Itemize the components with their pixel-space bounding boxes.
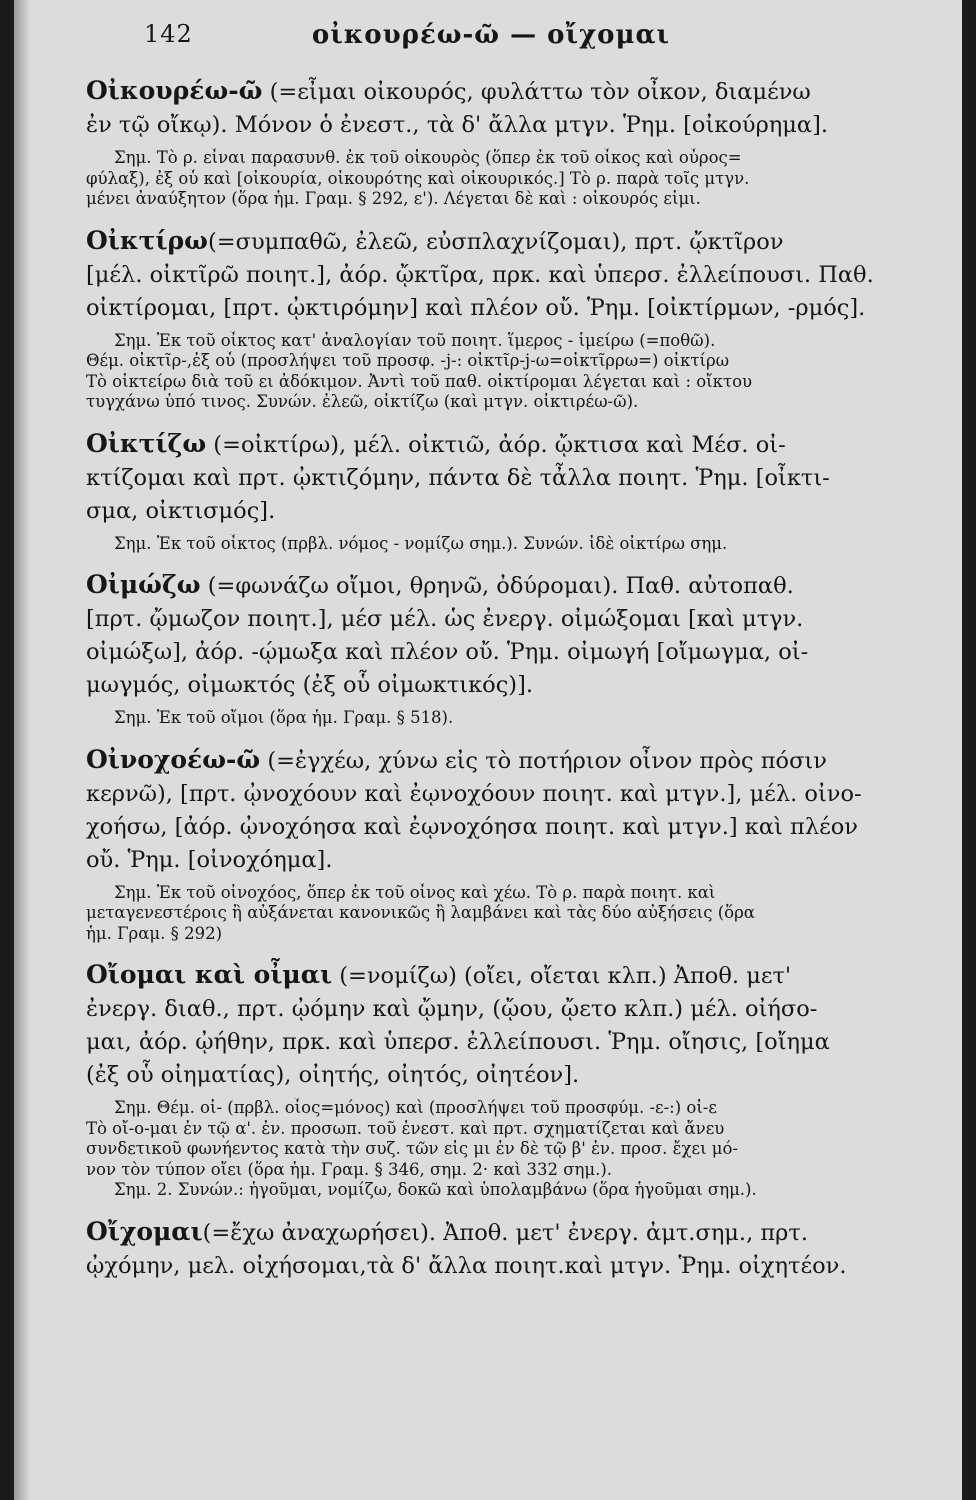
note-line: νον τὸν τύπον οἴει (ὅρα ἡμ. Γραμ. § 346, σημ. 2· καὶ 332 σημ.).	[86, 1159, 613, 1179]
entry-first-line	[86, 74, 896, 109]
note-line: ἡμ. Γραμ. § 292)	[86, 923, 223, 943]
entry-first-line	[86, 224, 896, 259]
entry-notes	[86, 331, 896, 413]
entry-headword: Οἰκτίρω	[86, 225, 208, 255]
entry-definition: (=συμπαθῶ, ἐλεῶ, εὐσπλαχνίζομαι), πρτ. ᾤκτῖρον	[207, 228, 784, 255]
entry-headword: Οἰκουρέω-ῶ	[86, 76, 263, 105]
dictionary-entry	[86, 427, 896, 555]
entry-line: ἐν τῷ οἴκῳ). Μόνον ὁ ἐνεστ., τὰ δ' ἄλλα μτγν. Ῥημ. [οἰκούρημα].	[86, 112, 829, 138]
entry-line: (ἐξ οὗ οἰηματίας), οἰητής, οἰητός, οἰητέον].	[86, 1062, 580, 1088]
entry-headword: Οἴχομαι	[86, 1216, 203, 1246]
entry-notes	[86, 1098, 896, 1201]
entry-notes	[86, 148, 896, 210]
entry-definition: (=οἰκτίρω), μέλ. οἰκτιῶ, ἀόρ. ᾤκτισα καὶ Μέσ. οἰ-	[206, 431, 786, 458]
running-title: οἰκουρέω-ῶ — οἴχομαι	[311, 20, 671, 50]
entry-line: οἰκτίρομαι, [πρτ. ᾠκτιρόμην] καὶ πλέον οὔ. Ῥημ. [οἰκτίρμων, -ρμός].	[86, 294, 866, 321]
entry-line: χοήσω, [ἀόρ. ᾠνοχόησα καὶ ἐῳνοχόησα ποιητ. καὶ μτγν.] καὶ πλέον	[86, 813, 858, 840]
note-line: μένει ἀναύξητον (ὅρα ἡμ. Γραμ. § 292, ε'). Λέγεται δὲ καὶ : οἰκουρός εἰμι.	[86, 189, 701, 208]
note-line: φύλαξ), ἐξ οὗ καὶ [οἰκουρία, οἰκουρότης καὶ οἰκουρικός.] Τὸ ρ. παρὰ τοῖς μτγν.	[86, 168, 750, 188]
note-line: Σημ. Ἐκ τοῦ οἰνοχόος, ὅπερ ἐκ τοῦ οἶνος καὶ χέω. Τὸ ρ. παρὰ ποιητ. καὶ	[114, 882, 716, 902]
entry-line: ᾠχόμην, μελ. οἰχήσομαι,τὰ δ' ἄλλα ποιητ.καὶ μτγν. Ῥημ. οἰχητέον.	[86, 1252, 847, 1279]
note-line: μεταγενεστέροις ἢ αὐξάνεται κανονικῶς ἢ λαμβάνει καὶ τὰς δύο αὐξήσεις (ὅρα	[86, 903, 755, 922]
entry-first-line	[86, 958, 896, 993]
dictionary-entry	[86, 74, 896, 210]
page-header	[86, 16, 896, 60]
page-number: 142	[144, 20, 193, 48]
entry-definition: (=εἶμαι οἰκουρός, φυλάττω τὸν οἶκον, διαμένω	[262, 79, 811, 105]
note-line: συνδετικοῦ φωνήεντος κατὰ τὴν συζ. τῶν εἰς μι ἐν δὲ τῷ β' ἐν. προσ. ἔχει μό-	[86, 1139, 739, 1158]
note-line: Σημ. Ἐκ τοῦ οἴμοι (ὅρα ἡμ. Γραμ. § 518).	[114, 708, 454, 727]
note-line: Θέμ. οἰκτῖρ-,ἐξ οὗ (προσλήψει τοῦ προσφ. -j-: οἰκτῖρ-j-ω=οἰκτῖρρω=) οἰκτίρω	[86, 351, 730, 370]
entry-first-line	[86, 1215, 896, 1250]
book-page	[14, 0, 962, 1500]
entry-line: σμα, οἰκτισμός].	[86, 497, 276, 524]
note-line: Τὸ οἰκτείρω διὰ τοῦ ει ἀδόκιμον. Ἀντὶ τοῦ παθ. οἰκτίρομαι λέγεται καὶ : οἴκτου	[86, 371, 753, 391]
note-line: Σημ. 2. Συνών.: ἡγοῦμαι, νομίζω, δοκῶ καὶ ὑπολαμβάνω (ὅρα ἡγοῦμαι σημ.).	[114, 1180, 757, 1199]
entry-definition: (=ἔχω ἀναχωρήσει). Ἀποθ. μετ' ἐνεργ. ἀμτ.σημ., πρτ.	[202, 1219, 808, 1246]
entry-line: κτίζομαι καὶ πρτ. ᾠκτιζόμην, πάντα δὲ τἆλλα ποιητ. Ῥημ. [οἶκτι-	[86, 464, 830, 491]
note-line: τυγχάνω ὑπό τινος. Συνών. ἐλεῶ, οἰκτίζω (καὶ μτγν. οἰκτιρέω-ῶ).	[86, 392, 639, 411]
dictionary-entry	[86, 1215, 896, 1283]
entry-headword: Οἰνοχοέω-ῶ	[86, 744, 261, 774]
note-line: Σημ. Τὸ ρ. εἶναι παρασυνθ. ἐκ τοῦ οἰκουρὸς (ὅπερ ἐκ τοῦ οἶκος καὶ οὖρος=	[114, 148, 742, 167]
dictionary-entry	[86, 743, 896, 945]
entry-first-line	[86, 743, 896, 778]
entry-line: κερνῶ), [πρτ. ᾠνοχόουν καὶ ἐῳνοχόουν ποιητ. καὶ μτγν.], μέλ. οἰνο-	[86, 780, 862, 807]
dictionary-entry	[86, 568, 896, 729]
dictionary-entry	[86, 224, 896, 413]
note-line: Σημ. Ἐκ τοῦ οἶκτος (πρβλ. νόμος - νομίζω σημ.). Συνών. ἰδὲ οἰκτίρω σημ.	[114, 533, 728, 553]
entry-line: μαι, ἀόρ. ᾠήθην, πρκ. καὶ ὑπερσ. ἐλλείπουσι. Ῥημ. οἴησις, [οἴημα	[86, 1029, 830, 1055]
entry-headword: Οἴομαι καὶ οἶμαι	[86, 960, 333, 989]
entry-line: [πρτ. ᾤμωζον ποιητ.], μέσ μέλ. ὡς ἐνεργ. οἰμώξομαι [καὶ μτγν.	[86, 606, 804, 632]
note-line: Σημ. Ἐκ τοῦ οἶκτος κατ' ἀναλογίαν τοῦ ποιητ. ἵμερος - ἱμείρω (=ποθῶ).	[114, 330, 716, 350]
entry-line: οἰμώξω], ἀόρ. -ῴμωξα καὶ πλέον οὔ. Ῥημ. οἰμωγή [οἴμωγμα, οἰ-	[86, 639, 809, 665]
entry-headword: Οἰμώζω	[86, 570, 201, 599]
entry-notes	[86, 534, 896, 555]
note-line: Σημ. Θέμ. οἰ- (πρβλ. οἶος=μόνος) καὶ (προσλήψει τοῦ προσφύμ. -ε-:) οἰ-ε	[114, 1098, 717, 1117]
dictionary-entry	[86, 958, 896, 1201]
entry-line: μωγμός, οἰμωκτός (ἐξ οὗ οἰμωκτικός)].	[86, 672, 534, 698]
entry-definition: (=φωνάζω οἴμοι, θρηνῶ, ὀδύρομαι). Παθ. αὐτοπαθ.	[200, 573, 794, 599]
entry-definition: (=ἐγχέω, χύνω εἰς τὸ ποτήριον οἶνον πρὸς πόσιν	[260, 747, 827, 774]
entry-first-line	[86, 568, 896, 603]
entry-headword: Οἰκτίζω	[86, 428, 207, 458]
entry-notes	[86, 883, 896, 945]
entry-line: ἐνεργ. διαθ., πρτ. ᾠόμην καὶ ᾤμην, (ᾤου, ᾤετο κλπ.) μέλ. οἰήσο-	[86, 996, 818, 1022]
note-line: Τὸ οἴ-ο-μαι ἐν τῷ α'. ἐν. προσωπ. τοῦ ἐνεστ. καὶ πρτ. σχηματίζεται καὶ ἄνευ	[86, 1118, 725, 1138]
entry-first-line	[86, 427, 896, 462]
entry-notes	[86, 708, 896, 729]
entry-definition: (=νομίζω) (οἴει, οἴεται κλπ.) Ἀποθ. μετ'	[332, 963, 792, 989]
entry-line: οὔ. Ῥημ. [οἰνοχόημα].	[86, 846, 333, 873]
entry-line: [μέλ. οἰκτῖρῶ ποιητ.], ἀόρ. ᾤκτῖρα, πρκ. καὶ ὑπερσ. ἐλλείπουσι. Παθ.	[86, 261, 874, 288]
